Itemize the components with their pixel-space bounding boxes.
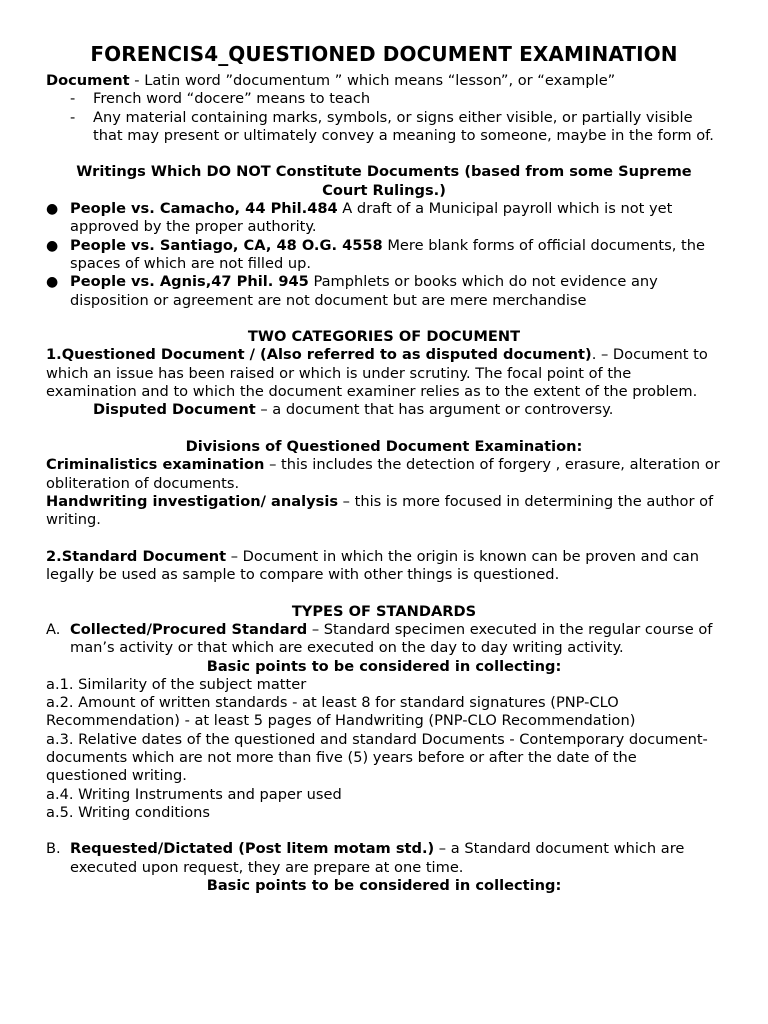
document-definition: [46, 72, 722, 90]
document-sub-list: [46, 90, 722, 145]
bullet-icon: ●: [46, 201, 59, 218]
list-item: - Any material containing marks, symbols, or signs either visible, or partially visible that may present or ultimately convey a meaning to someone, maybe in the form of.: [70, 108, 714, 144]
point-item: a.5. Writing conditions: [46, 803, 210, 821]
point-item: a.3. Relative dates of the questioned and standard Documents - Contemporary document- documents which are not more than five (5) years before or after the date of the questioned writing.: [46, 730, 708, 785]
dash-marker: -: [70, 108, 76, 126]
list-item: ● People vs. Agnis,47 Phil. 945 Pamphlets or books which do not evidence any disposition or agreement are not document but are mere merchandise: [46, 273, 658, 309]
questioned-document-paragraph: 1.Questioned Document / (Also referred to as disputed document). – Document to which an issue has been raised or which is under scrutiny. The focal point of the examination and to which the document examiner relies as to the extent of the problem.: [46, 346, 708, 401]
document-term: Document: [46, 72, 130, 89]
handwriting-paragraph: Handwriting investigation/ analysis – this is more focused in determining the author of writing.: [46, 492, 714, 529]
criminalistics-paragraph: Criminalistics examination – this includes the detection of forgery , erasure, alteration or obliteration of documents.: [46, 456, 720, 492]
point-item: a.1. Similarity of the subject matter: [46, 675, 307, 693]
type-a-list: [46, 621, 722, 658]
writings-list: [46, 200, 722, 310]
list-item: B. Requested/Dictated (Post litem motam std.) – a Standard document which are executed upon request, they are prepare at one time.: [46, 840, 685, 876]
disputed-document-paragraph: Disputed Document – a document that has argument or controversy.: [93, 401, 614, 419]
list-item: ● People vs. Camacho, 44 Phil.484 A draft of a Municipal payroll which is not yet approved by the proper authority.: [46, 200, 673, 236]
categories-heading: TWO CATEGORIES OF DOCUMENT: [247, 328, 521, 346]
list-item: - French word “docere” means to teach: [70, 90, 371, 108]
basic-points-heading: Basic points to be considered in collecting:: [206, 657, 562, 675]
page-title: FORENCIS4_QUESTIONED DOCUMENT EXAMINATION: [90, 42, 678, 66]
basic-points-heading-2: Basic points to be considered in collecting:: [206, 877, 562, 895]
standard-document-paragraph: 2.Standard Document – Document in which the origin is known can be proven and can legally be used as sample to compare with other things is questioned.: [46, 547, 699, 584]
list-item: ● People vs. Santiago, CA, 48 O.G. 4558 Mere blank forms of official documents, the spaces of which are not filled up.: [46, 236, 705, 272]
document-definition-text: - Latin word ”documentum ” which means “lesson”, or “example”: [129, 72, 616, 89]
writings-heading: Writings Which DO NOT Constitute Documents (based from some Supreme Court Rulings.): [76, 163, 692, 199]
dash-marker: -: [70, 90, 76, 108]
type-b-list: [46, 840, 722, 877]
bullet-icon: ●: [46, 274, 59, 291]
types-heading: TYPES OF STANDARDS: [291, 602, 477, 620]
list-item: A. Collected/Procured Standard – Standard specimen executed in the regular course of man’s activity or that which are executed on the day to day writing activity.: [46, 620, 713, 657]
divisions-heading: Divisions of Questioned Document Examination:: [185, 437, 583, 455]
bullet-icon: ●: [46, 237, 59, 254]
point-item: a.4. Writing Instruments and paper used: [46, 785, 342, 803]
point-item: a.2. Amount of written standards - at least 8 for standard signatures (PNP-CLO Recommendation) - at least 5 pages of Handwriting (PNP-CLO Recommendation): [46, 694, 636, 730]
